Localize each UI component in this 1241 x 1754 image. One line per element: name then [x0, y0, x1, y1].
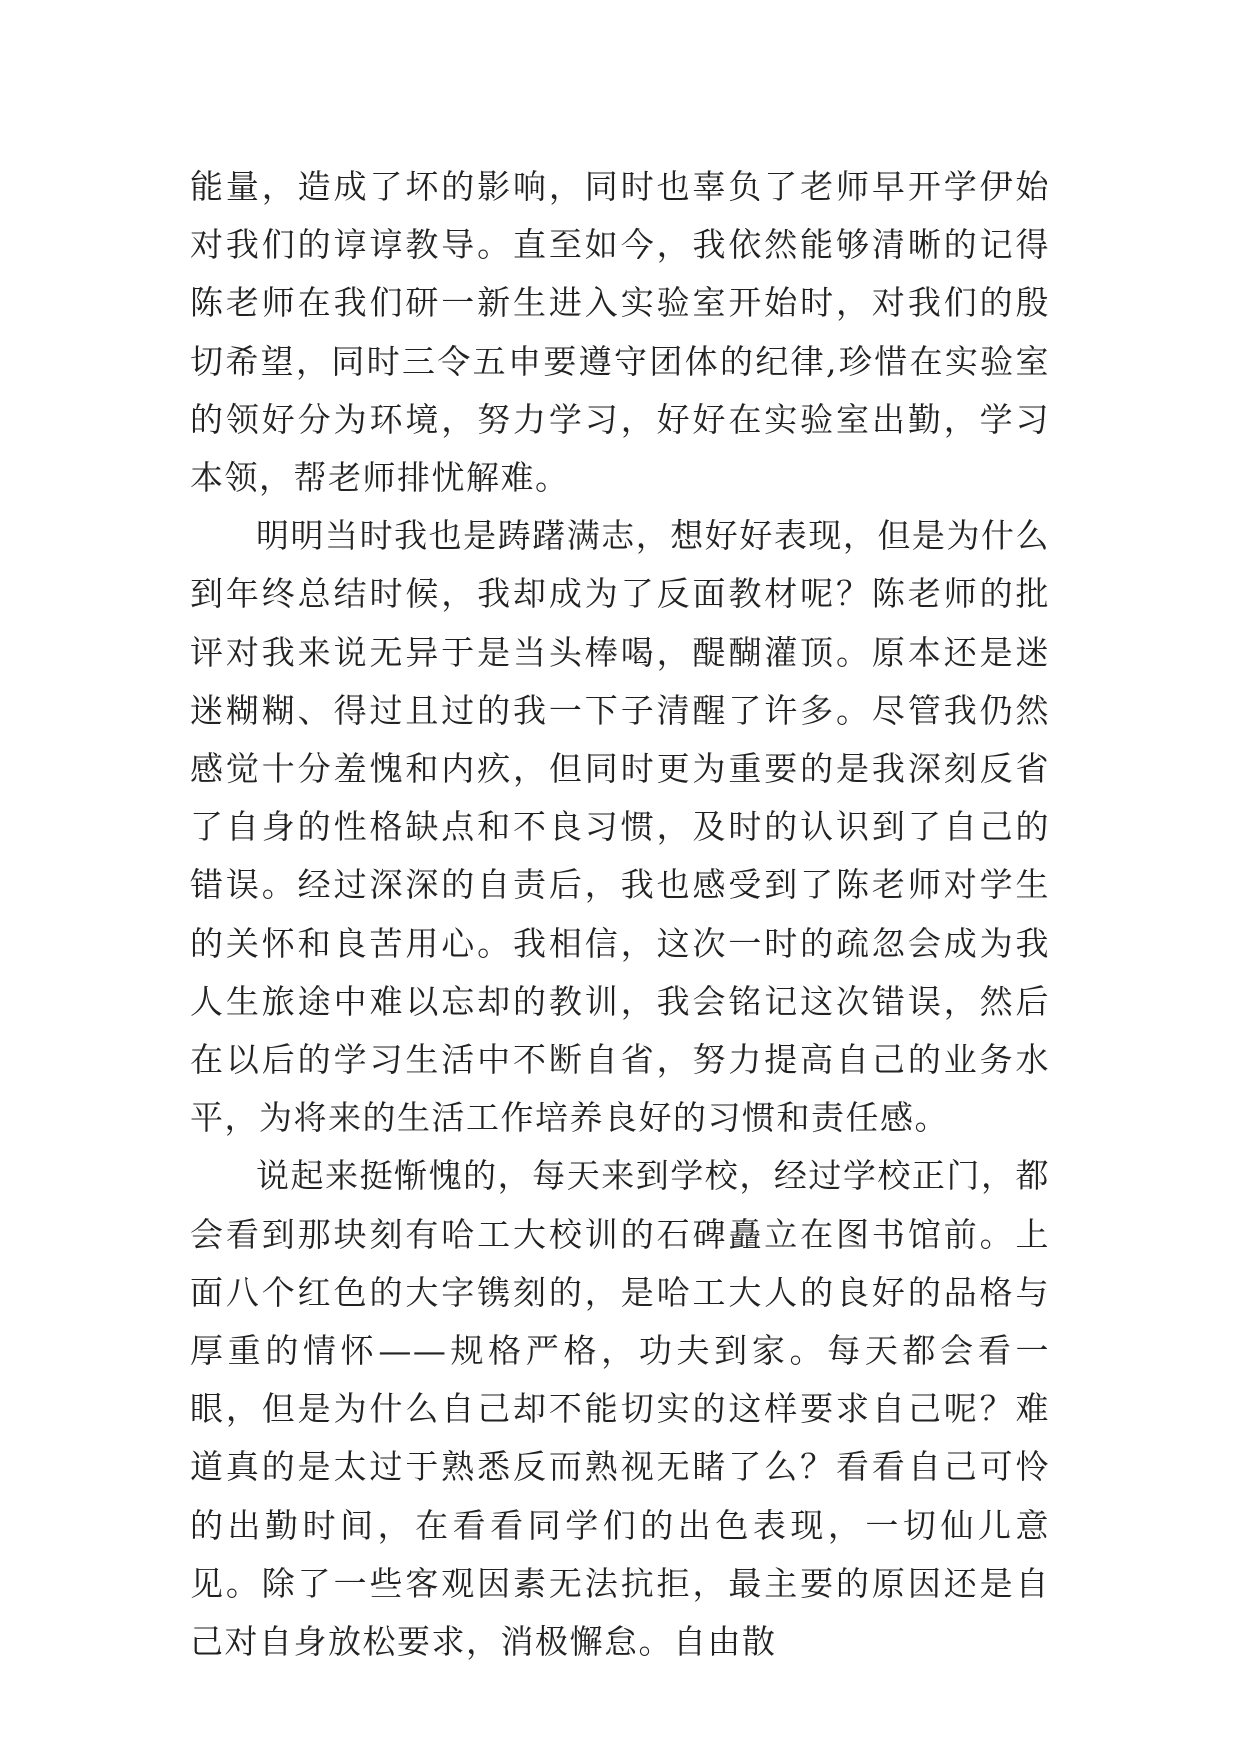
- document-body: [190, 158, 1050, 1671]
- paragraph-1: 能量，造成了坏的影响，同时也辜负了老师早开学伊始对我们的谆谆教导。直至如今，我依然能够清晰的记得陈老师在我们研一新生进入实验室开始时，对我们的殷切希望，同时三令五申要遵守团体的纪律,珍惜在实验室的领好分为环境，努力学习，好好在实验室出勤，学习本领，帮老师排忧解难。: [190, 167, 1050, 498]
- paragraph-2: 明明当时我也是踌躇满志，想好好表现，但是为什么到年终总结时候，我却成为了反面教材呢？陈老师的批评对我来说无异于是当头棒喝，醍醐灌顶。原本还是迷迷糊糊、得过且过的我一下子清醒了许多。尽管我仍然感觉十分羞愧和内疚，但同时更为重要的是我深刻反省了自身的性格缺点和不良习惯，及时的认识到了自己的错误。经过深深的自责后，我也感受到了陈老师对学生的关怀和良苦用心。我相信，这次一时的疏忽会成为我人生旅途中难以忘却的教训，我会铭记这次错误，然后在以后的学习生活中不断自省，努力提高自己的业务水平，为将来的生活工作培养良好的习惯和责任感。: [190, 516, 1050, 1138]
- paragraph-3: 说起来挺惭愧的，每天来到学校，经过学校正门，都会看到那块刻有哈工大校训的石碑矗立在图书馆前。上面八个红色的大字镌刻的，是哈工大人的良好的品格与厚重的情怀——规格严格，功夫到家。每天都会看一眼，但是为什么自己却不能切实的这样要求自己呢？难道真的是太过于熟悉反而熟视无睹了么？看看自己可怜的出勤时间，在看看同学们的出色表现，一切仙儿意见。除了一些客观因素无法抗拒，最主要的原因还是自己对自身放松要求，消极懈怠。自由散: [190, 1156, 1050, 1662]
